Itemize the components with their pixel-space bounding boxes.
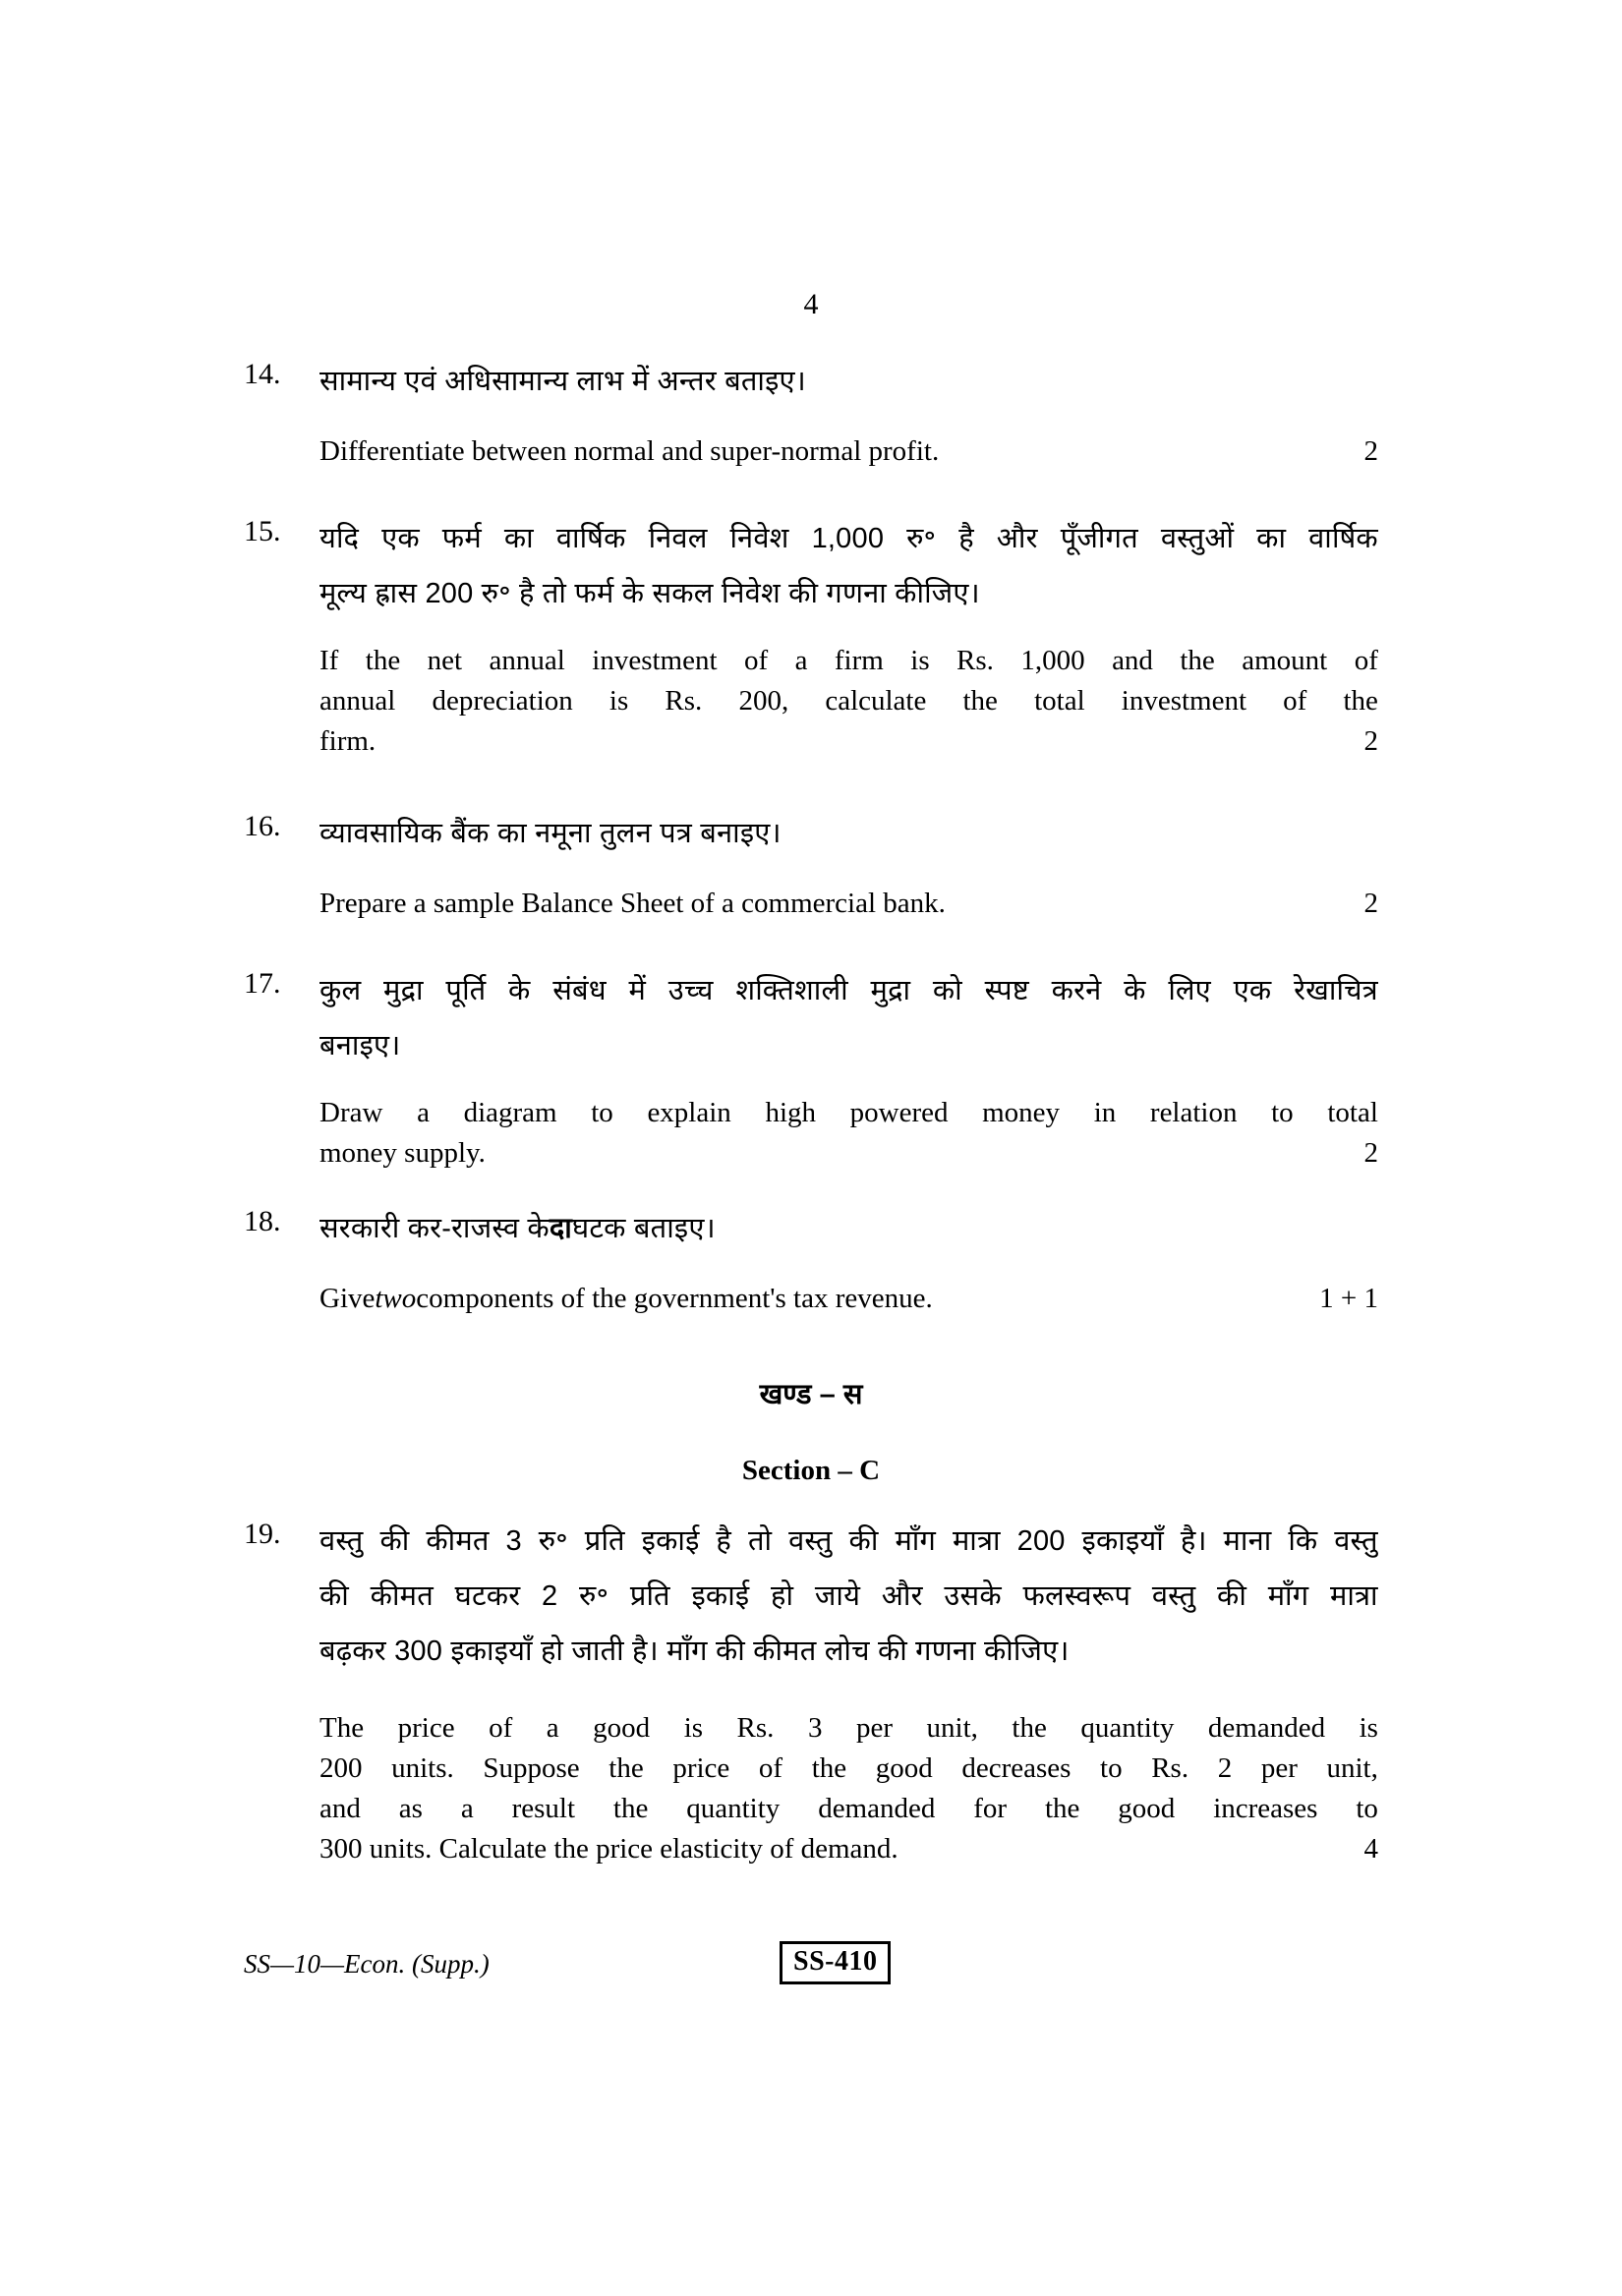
text-line (319, 681, 1378, 721)
text-run: two (375, 1283, 417, 1314)
word: फर्म (441, 523, 482, 554)
question-hindi-text (319, 806, 1378, 861)
question-number: 15. (244, 515, 281, 547)
word: के (1124, 975, 1146, 1006)
text-line: Prepare a sample Balance Sheet of a commercial bank. (319, 888, 946, 919)
word: Rs. (736, 1712, 775, 1744)
word: quantity (686, 1793, 781, 1824)
word: Rs. (956, 645, 994, 676)
word: लिए (1168, 975, 1211, 1006)
word: is (1359, 1712, 1378, 1744)
text-line (319, 1789, 1378, 1829)
question-14 (244, 354, 1378, 472)
word: Rs. (665, 685, 703, 717)
word: is (910, 645, 930, 676)
word: a (794, 645, 808, 676)
footer-paper-label: SS—10—Econ. (Supp.) (244, 1949, 490, 1979)
text-run: सरकारी कर-राजस्व के (319, 1213, 550, 1244)
word: है (958, 523, 974, 554)
question-number: 17. (244, 967, 281, 1000)
word: 3 (505, 1525, 522, 1557)
word: इकाई (641, 1525, 700, 1557)
word: Suppose (483, 1752, 580, 1784)
section-heading-english (244, 1457, 1378, 1485)
word: Draw (319, 1097, 383, 1128)
word: स्पष्ट (984, 975, 1029, 1006)
word: per (1260, 1752, 1298, 1784)
word: 2 (542, 1580, 558, 1612)
word: a (417, 1097, 430, 1128)
text-line (319, 963, 1378, 1018)
word: of (743, 645, 769, 676)
word: एक (1233, 975, 1272, 1006)
word: explain (647, 1097, 731, 1128)
word: घटकर (454, 1580, 521, 1612)
text-line: firm. (319, 725, 377, 757)
question-17 (244, 963, 1378, 1174)
word: 1,000 (811, 523, 885, 554)
question-marks: 1 + 1 (1319, 1283, 1378, 1314)
word: वार्षिक (555, 523, 626, 554)
word: वस्तु (1334, 1525, 1378, 1557)
word: 200 (1016, 1525, 1066, 1557)
text-run: Give (319, 1283, 376, 1314)
word: करने (1051, 975, 1102, 1006)
word: मुद्रा (383, 975, 424, 1006)
text-line (319, 1279, 1378, 1319)
word: a (546, 1712, 559, 1744)
word: the (811, 1752, 847, 1784)
word: of (758, 1752, 783, 1784)
word: calculate (825, 685, 927, 717)
section-title-english: Section – C (741, 1455, 881, 1486)
word: units. (391, 1752, 454, 1784)
text-line: बढ़कर 300 इकाइयाँ हो जाती है। माँग की कीमत लोच की गणना कीजिए। (319, 1636, 1070, 1667)
word: उच्च (667, 975, 714, 1006)
word: को (932, 975, 962, 1006)
word: इकाइयाँ (1081, 1525, 1164, 1557)
word: decreases (961, 1752, 1072, 1784)
word: investment (1121, 685, 1247, 717)
word: मात्रा (1330, 1580, 1378, 1612)
word: की (1217, 1580, 1247, 1612)
word: मुद्रा (870, 975, 911, 1006)
word: good (1118, 1793, 1176, 1824)
word: a (460, 1793, 474, 1824)
question-hindi-text (319, 1201, 1378, 1256)
word: रेखाचित्र (1294, 975, 1378, 1006)
word: powered (849, 1097, 949, 1128)
question-english-text (319, 1279, 1378, 1319)
word: में (628, 975, 647, 1006)
word: as (398, 1793, 423, 1824)
question-hindi-text (319, 511, 1378, 621)
question-english-text (319, 1093, 1378, 1174)
word: for (973, 1793, 1008, 1824)
word: price (672, 1752, 730, 1784)
text-line: Differentiate between normal and super-normal profit. (319, 435, 940, 467)
word: the (608, 1752, 644, 1784)
word: प्रति (584, 1525, 625, 1557)
word: in (1093, 1097, 1117, 1128)
word: का (503, 523, 534, 554)
word: निवल (648, 523, 708, 554)
footer-paper-code: SS-410 (780, 1941, 891, 1984)
question-marks: 4 (1363, 1833, 1378, 1865)
word: of (1283, 685, 1307, 717)
word: यदि (319, 523, 360, 554)
text-line: व्यावसायिक बैंक का नमूना तुलन पत्र बनाइए। (319, 818, 782, 849)
question-english-text (319, 1708, 1378, 1869)
word: to (1356, 1793, 1378, 1824)
word: The (319, 1712, 365, 1744)
text-line: money supply. (319, 1137, 486, 1169)
word: increases (1213, 1793, 1318, 1824)
word: the (365, 645, 401, 676)
text-line (319, 511, 1378, 566)
word: पूँजीगत (1060, 523, 1138, 554)
word: 1,000 (1020, 645, 1085, 676)
question-english-text (319, 641, 1378, 762)
question-16 (244, 806, 1378, 924)
word: 3 (807, 1712, 823, 1744)
word: माना (1223, 1525, 1272, 1557)
word: to (1271, 1097, 1294, 1128)
question-18 (244, 1201, 1378, 1319)
question-number: 19. (244, 1518, 281, 1550)
word: and (1112, 645, 1153, 676)
word: है (716, 1525, 732, 1557)
word: good (875, 1752, 933, 1784)
question-marks: 2 (1363, 1137, 1378, 1169)
word: price (397, 1712, 455, 1744)
text-line (319, 1708, 1378, 1749)
word: of (489, 1712, 513, 1744)
word: की (379, 1525, 410, 1557)
word: the (1044, 1793, 1080, 1824)
word: result (511, 1793, 576, 1824)
word: 200, (738, 685, 789, 717)
word: is (683, 1712, 704, 1744)
word: investment (592, 645, 718, 676)
word: net (427, 645, 463, 676)
text-run: components of the government's tax revenue. (416, 1283, 933, 1314)
text-line (319, 1201, 1378, 1256)
word: माँग (1267, 1580, 1309, 1612)
word: मात्रा (952, 1525, 1001, 1557)
question-number: 14. (244, 358, 281, 390)
word: diagram (463, 1097, 557, 1128)
word: the (962, 685, 998, 717)
page-number: 4 (803, 288, 819, 320)
text-line: सामान्य एवं अधिसामान्य लाभ में अन्तर बताइए। (319, 366, 806, 397)
word: और (996, 523, 1038, 554)
word: उसके (944, 1580, 1002, 1612)
question-english-text (319, 884, 1378, 924)
word: है। (1180, 1525, 1207, 1557)
word: high (765, 1097, 816, 1128)
word: रु॰ (579, 1580, 609, 1612)
question-marks: 2 (1363, 888, 1378, 919)
question-15 (244, 511, 1378, 762)
word: of (1354, 645, 1378, 676)
question-marks: 2 (1363, 435, 1378, 467)
word: रु॰ (538, 1525, 568, 1557)
word: to (591, 1097, 613, 1128)
word: वस्तुओं (1160, 523, 1235, 554)
text-run: घटक बताइए। (572, 1213, 716, 1244)
text-line (319, 641, 1378, 681)
text-line: बनाइए। (319, 1030, 401, 1062)
text-line (319, 1569, 1378, 1624)
word: वस्तु (1151, 1580, 1196, 1612)
word: का (1256, 523, 1287, 554)
word: If (319, 645, 339, 676)
word: to (1100, 1752, 1123, 1784)
section-title-hindi: खण्ड – स (759, 1379, 863, 1410)
question-number: 16. (244, 810, 281, 842)
word: एक (381, 523, 420, 554)
word: firm (834, 645, 884, 676)
word: वस्तु (788, 1525, 833, 1557)
word: के (508, 975, 531, 1006)
question-hindi-text (319, 963, 1378, 1073)
word: कि (1288, 1525, 1318, 1557)
word: the (1180, 645, 1215, 676)
text-line (319, 1749, 1378, 1789)
text-run: दा (549, 1213, 573, 1244)
section-heading-hindi (244, 1381, 1378, 1409)
word: total (1034, 685, 1085, 717)
question-english-text (319, 431, 1378, 472)
word: the (612, 1793, 649, 1824)
word: annual (319, 685, 396, 717)
word: the (1012, 1712, 1047, 1744)
word: demanded (818, 1793, 936, 1824)
word: हो (771, 1580, 794, 1612)
word: रु॰ (906, 523, 937, 554)
text-line: मूल्य ह्रास 200 रु॰ है तो फर्म के सकल निवेश की गणना कीजिए। (319, 578, 980, 609)
word: 2 (1217, 1752, 1233, 1784)
text-line: 300 units. Calculate the price elasticity of demand. (319, 1833, 898, 1865)
question-marks: 2 (1363, 725, 1378, 757)
word: unit, (926, 1712, 978, 1744)
word: is (608, 685, 629, 717)
word: and (319, 1793, 361, 1824)
word: की (848, 1525, 879, 1557)
word: कीमत (370, 1580, 434, 1612)
word: कीमत (426, 1525, 490, 1557)
word: प्रति (629, 1580, 670, 1612)
word: annual (489, 645, 565, 676)
word: शक्तिशाली (735, 975, 848, 1006)
word: amount (1242, 645, 1328, 676)
text-line (319, 1093, 1378, 1133)
word: इकाई (691, 1580, 750, 1612)
word: फलस्वरूप (1022, 1580, 1131, 1612)
word: total (1327, 1097, 1378, 1128)
word: वस्तु (319, 1525, 364, 1557)
word: संबंध (552, 975, 607, 1006)
word: 200 (319, 1752, 363, 1784)
word: की (319, 1580, 349, 1612)
word: the (1343, 685, 1378, 717)
text-line (319, 1514, 1378, 1569)
question-hindi-text (319, 354, 1378, 409)
word: माँग (895, 1525, 937, 1557)
word: जाये (814, 1580, 861, 1612)
word: good (593, 1712, 651, 1744)
word: वार्षिक (1308, 523, 1378, 554)
word: relation (1149, 1097, 1238, 1128)
question-hindi-text (319, 1514, 1378, 1679)
word: per (855, 1712, 893, 1744)
word: Rs. (1151, 1752, 1189, 1784)
word: तो (747, 1525, 773, 1557)
word: money (982, 1097, 1061, 1128)
word: और (881, 1580, 923, 1612)
word: पूर्ति (445, 975, 487, 1006)
word: depreciation (432, 685, 573, 717)
question-number: 18. (244, 1205, 281, 1237)
word: demanded (1207, 1712, 1326, 1744)
word: unit, (1326, 1752, 1378, 1784)
word: quantity (1080, 1712, 1175, 1744)
word: कुल (319, 975, 362, 1006)
question-19 (244, 1514, 1378, 1869)
word: निवेश (729, 523, 789, 554)
